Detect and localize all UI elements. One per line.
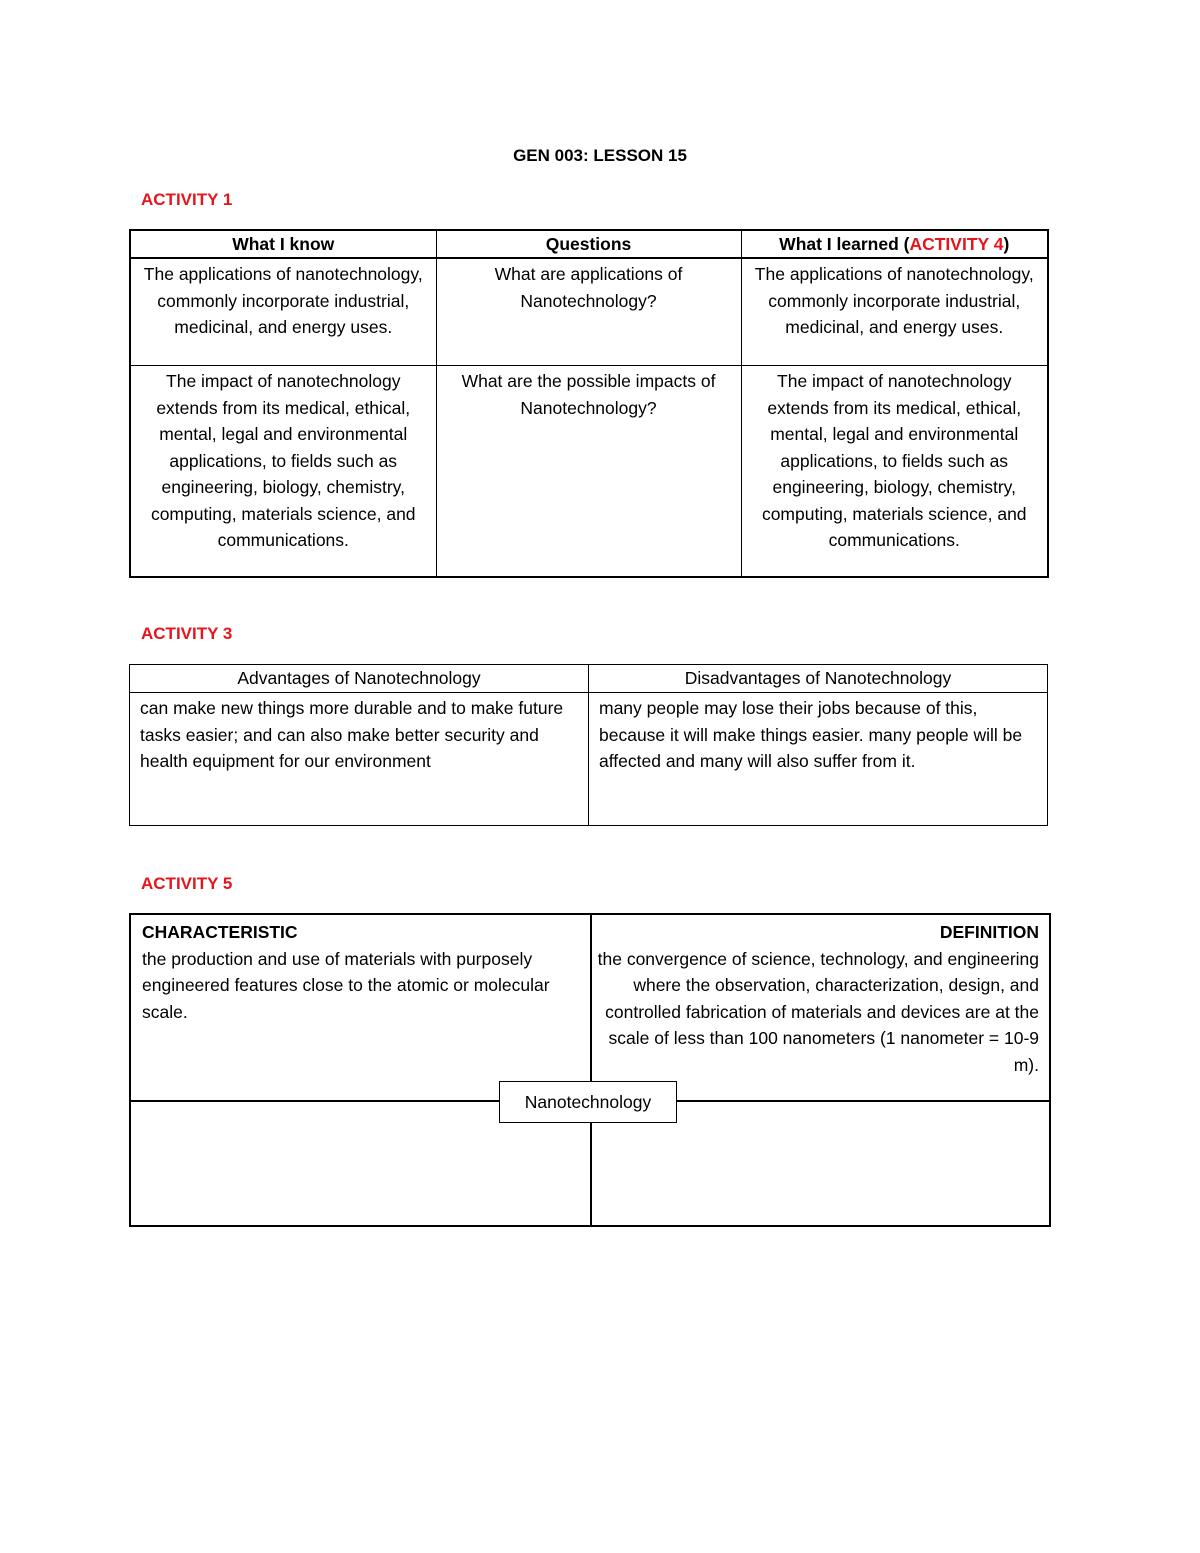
activity-1-label: ACTIVITY 1 <box>141 190 233 209</box>
activity-3-label: ACTIVITY 3 <box>141 624 233 643</box>
activity-1-table <box>129 229 1049 578</box>
cell-learned: The impact of nanotechnology extends from its medical, ethical, mental, legal and environmental applications, to fields such as engineering, biology, chemistry, computing, materials science, and communications. <box>741 366 1048 578</box>
page-title: GEN 003: LESSON 15 <box>513 146 687 165</box>
header-learned-suffix: ) <box>1003 234 1010 254</box>
cell-question: What are applications of Nanotechnology? <box>436 258 741 366</box>
table-row <box>130 693 1048 826</box>
divider-vertical <box>590 915 592 1225</box>
table-row <box>130 258 1048 366</box>
header-advantages: Advantages of Nanotechnology <box>130 665 589 693</box>
cell-advantages: can make new things more durable and to make future tasks easier; and can also make better security and health equipment for our environment <box>130 693 589 826</box>
table-row <box>130 366 1048 578</box>
table-header-row <box>130 230 1048 258</box>
definition-heading: DEFINITION <box>939 922 1039 942</box>
characteristic-heading: CHARACTERISTIC <box>142 922 298 942</box>
definition-quadrant <box>596 919 1039 1078</box>
cell-learned: The applications of nanotechnology, commonly incorporate industrial, medicinal, and energy uses. <box>741 258 1048 366</box>
header-disadvantages: Disadvantages of Nanotechnology <box>589 665 1048 693</box>
activity-5-label: ACTIVITY 5 <box>141 874 233 893</box>
center-term-box: Nanotechnology <box>499 1081 677 1123</box>
header-learned-prefix: What I learned ( <box>779 234 910 254</box>
header-what-i-know: What I know <box>130 230 436 258</box>
cell-question: What are the possible impacts of Nanotechnology? <box>436 366 741 578</box>
cell-disadvantages: many people may lose their jobs because of this, because it will make things easier. many people will be affected and many will also suffer from it. <box>589 693 1048 826</box>
table-header-row <box>130 665 1048 693</box>
definition-text: the convergence of science, technology, and engineering where the observation, characterization, design, and controlled fabrication of materials and devices are at the scale of less than 100 nanometers (1 nanometer = 10-9 m). <box>597 948 1039 1075</box>
header-learned-activity: ACTIVITY 4 <box>909 234 1004 254</box>
characteristic-quadrant <box>142 919 562 1025</box>
header-what-i-learned <box>741 230 1048 258</box>
frayer-model <box>129 913 1051 1227</box>
cell-know: The impact of nanotechnology extends from its medical, ethical, mental, legal and environmental applications, to fields such as engineering, biology, chemistry, computing, materials science, and communications. <box>130 366 436 578</box>
cell-know: The applications of nanotechnology, commonly incorporate industrial, medicinal, and energy uses. <box>130 258 436 366</box>
characteristic-text: the production and use of materials with purposely engineered features close to the atomic or molecular scale. <box>142 948 550 1022</box>
header-questions: Questions <box>436 230 741 258</box>
activity-3-table <box>129 664 1048 826</box>
